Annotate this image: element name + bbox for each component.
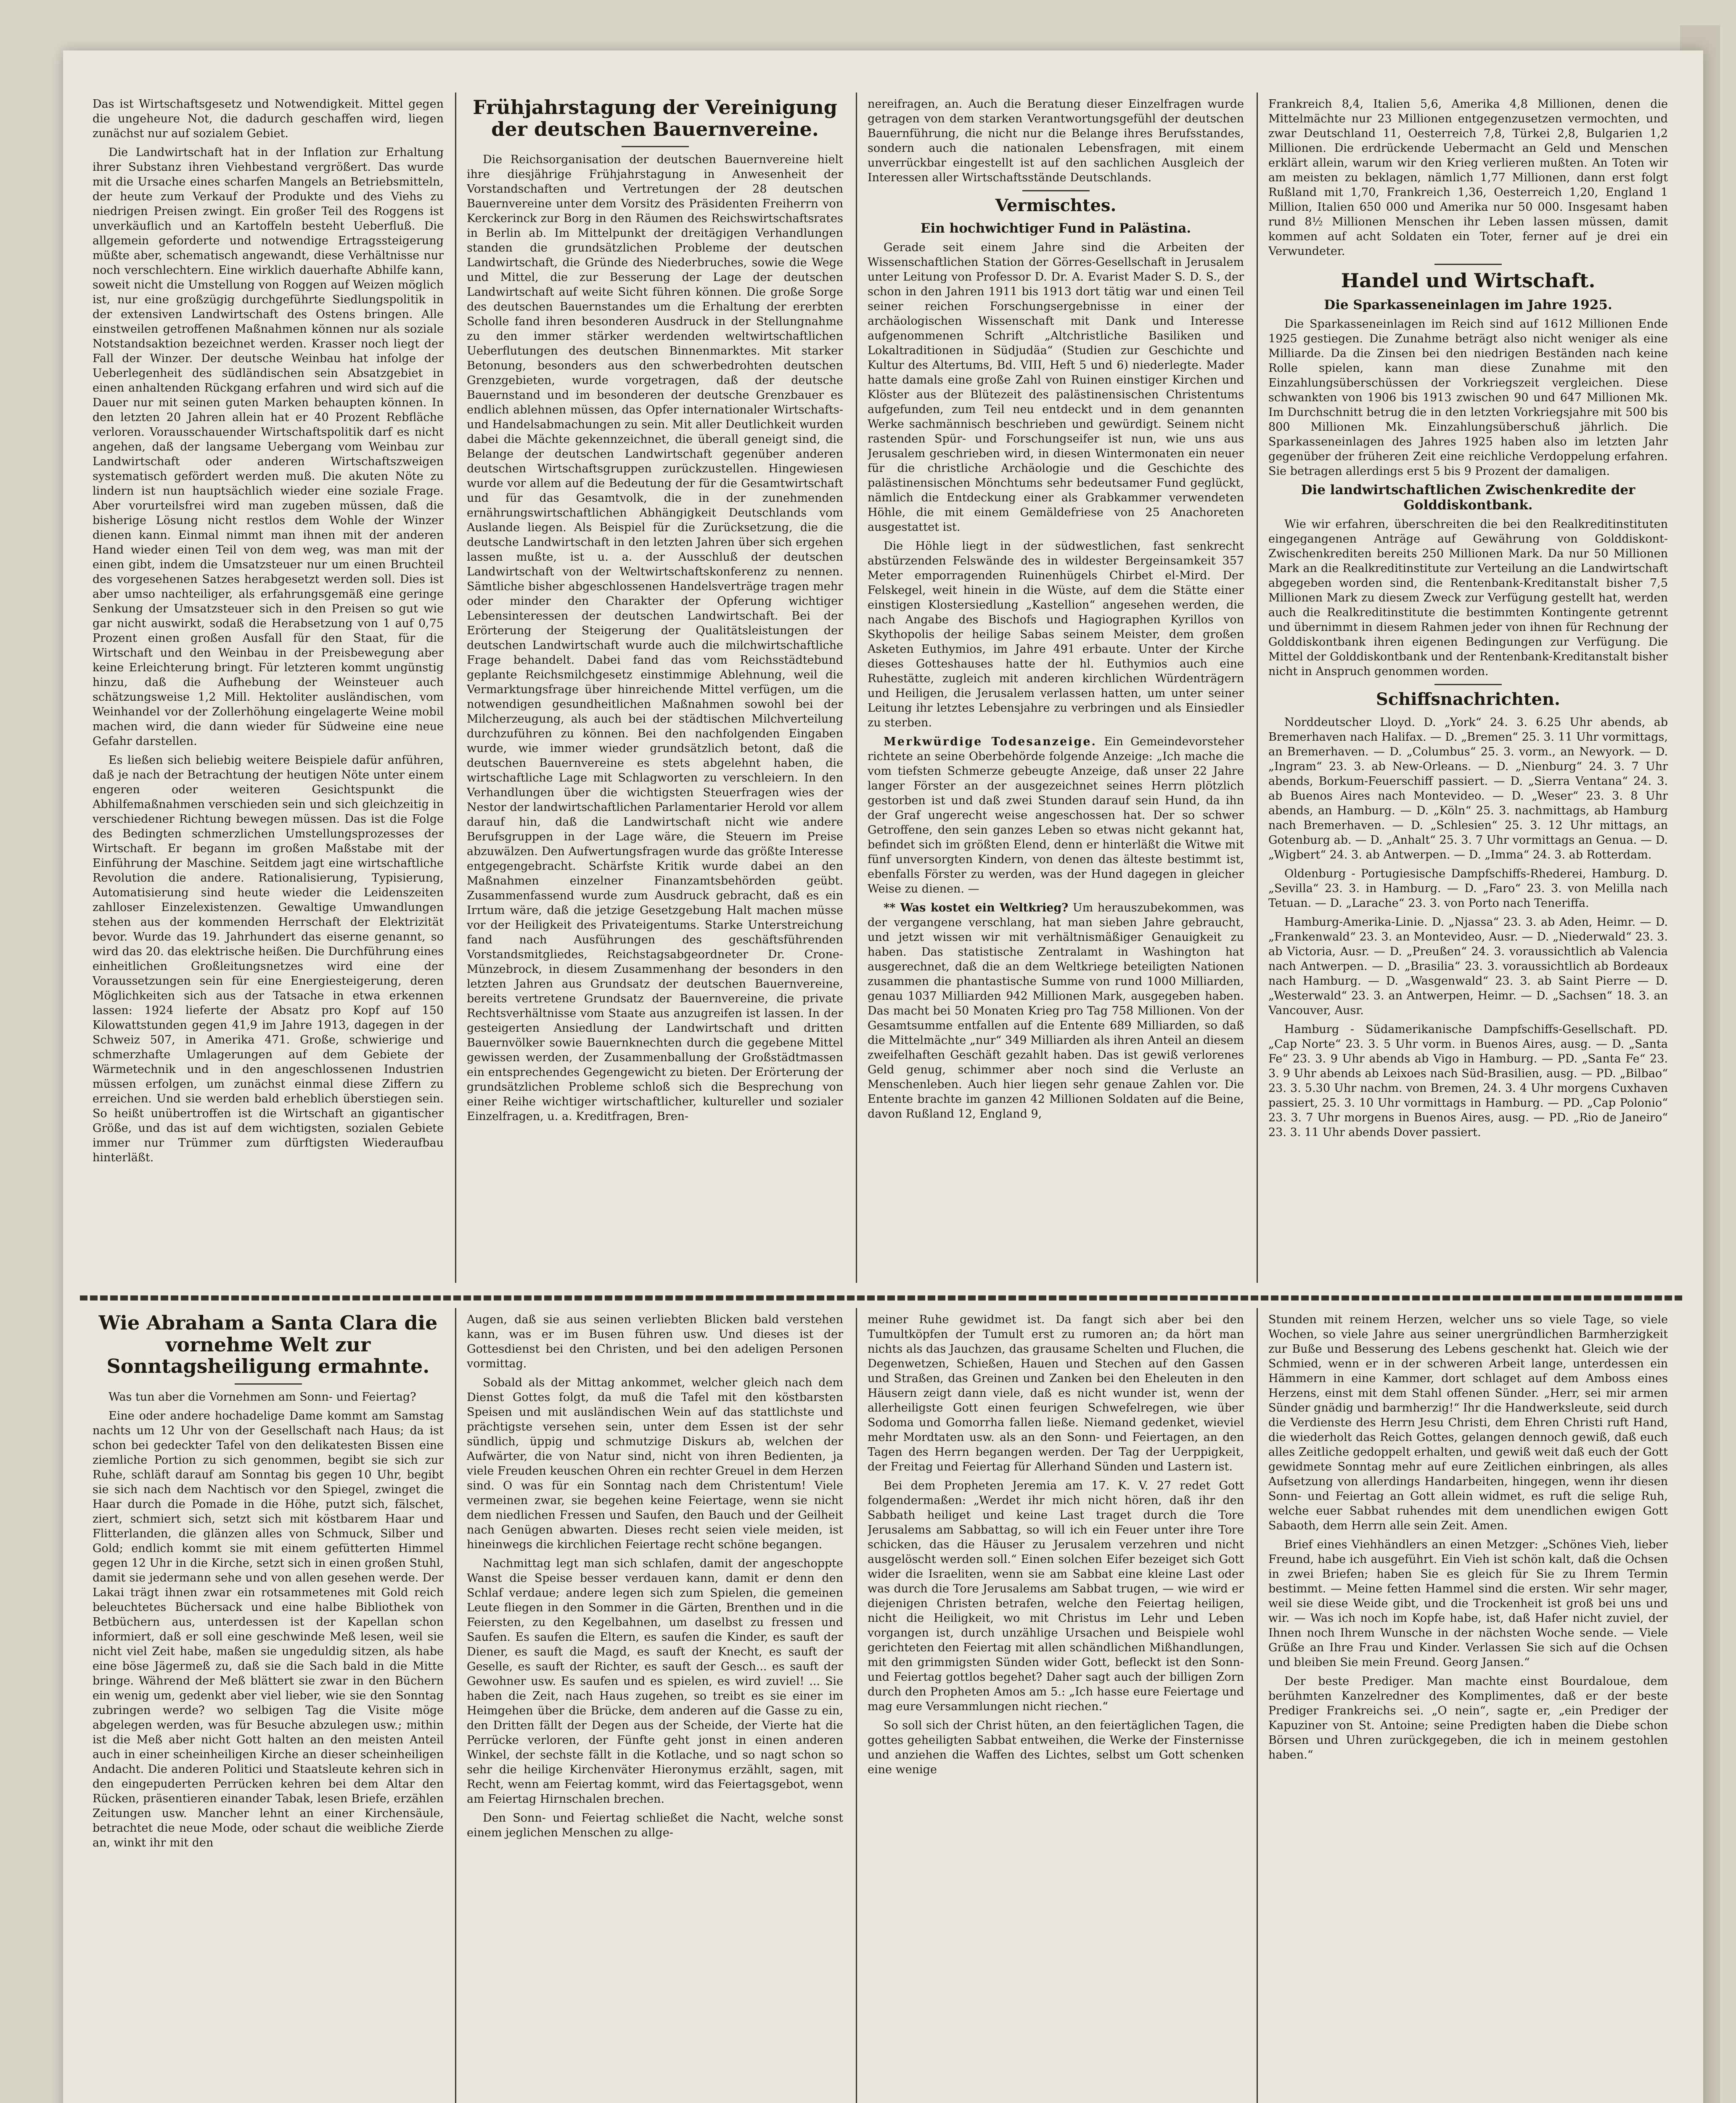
bottom-column-3 xyxy=(868,1312,1244,2103)
column-rule xyxy=(1257,1308,1258,2103)
article-subheading: Ein hochwichtiger Fund in Palästina. xyxy=(920,220,1191,236)
article-paragraph: Die Reichsorganisation der deutschen Bauernvereine hielt ihre diesjährige Frühjahrstagung in Anwesenheit der Vorstandschaften und Vertretungen der 28 deutschen Bauernvereine unter dem Vorsitz des Präsidenten Freiherrn von Kerckerinck zur Borg in den Räumen des Reichswirtschaftsrates in Berlin ab. Im Mittelpunkt der dreitägigen Verhandlungen standen die grundsätzlichen Probleme der deutschen Landwirtschaft, die Gründe des Niederbruches, sowie die Wege und Mittel, die zur Besserung der Lage der deutschen Landwirtschaft auf weite Sicht führen können. Die große Sorge des deutschen Bauernstandes um die Erhaltung der ererbten Scholle fand ihren besonderen Ausdruck in der Stellungnahme zu den immer stärker werdenden weltwirtschaftlichen Ueberflutungen des deutschen Binnenmarktes. Mit starker Betonung, besonders aus den schwerbedrohten deutschen Grenzgebieten, wurde vorgetragen, daß der deutsche Bauernstand und im besonderen der deutsche Grenzbauer es endlich ablehnen müssen, das Opfer internationaler Wirtschafts- und Handelsabmachungen zu sein. Mit aller Deutlichkeit wurden dabei die Mächte gekennzeichnet, die überall geneigt sind, die Belange der deutschen Landwirtschaft gegenüber anderen deutschen Wirtschaftsgruppen zurückzustellen. Hingewiesen wurde vor allem auf die Bedeutung der für die Gesamtwirtschaft und für das Gesamtvolk, die in der zunehmenden ernährungswirtschaftlichen Abhängigkeit Deutschlands vom Auslande liegen. Als Beispiel für die Zurücksetzung, die die deutsche Landwirtschaft in den letzten Jahren über sich ergehen lassen mußte, ist u. a. der Ausschluß der deutschen Landwirtschaft von der Weltwirtschaftskonferenz zu nennen. Sämtliche bisher abgeschlossenen Handelsverträge tragen mehr oder minder den Charakter der Opferung wichtiger Lebensinteressen der deutschen Landwirtschaft. Bei der Erörterung der Steigerung der Qualitätsleistungen der deutschen Landwirtschaft wurde auch die milchwirtschaftliche Frage behandelt. Dabei fand das vom Reichsstädtebund geplante Reichsmilchgesetz einstimmige Ablehnung, weil die Vermarktungsfrage über hinreichende Mittel verfügen, um die notwendigen gesundheitlichen Maßnahmen sowohl bei der Milcherzeugung, als auch bei der städtischen Milchverteilung durchzuführen zu können. Bei den nachfolgenden Eingaben wurde, wie immer wieder grundsätzlich betont, daß die deutschen Bauernvereine es stets abgelehnt haben, die wirtschaftliche Lage mit Schlagworten zu verschleiern. In den Verhandlungen über die wichtigsten Steuerfragen wies der Nestor der landwirtschaftlichen Parlamentarier Herold vor allem darauf hin, daß die Landwirtschaft nicht wie andere Berufsgruppen in der Lage wäre, die Steuern im Preise abzuwälzen. Den Aufwertungsfragen wurde das größte Interesse entgegengebracht. Schärfste Kritik wurde dabei an den Maßnahmen einzelner Finanzamtsbehörden geübt. Zusammenfassend wurde zum Ausdruck gebracht, daß es ein Irrtum wäre, daß die jetzige Gesetzgebung Halt machen müsse vor der Heiligkeit des Privateigentums. Starke Unterstreichung fand nach Ausführungen des geschäftsführenden Vorstandsmitgliedes, Reichstagsabgeordneter Dr. Crone-Münzebrock, in diesem Zusammenhang der besonders in den letzten Jahren aus Grundsatz der deutschen Bauernvereine, bereits vertretene Grundsatz der Bauernvereine, die private Rechtsverhältnisse vom Staate aus anzugreifen ist lassen. In der gesteigerten Ansiedlung der Landwirtschaft und dritten Bauernvölker sowie Bauernknechten durch die gegebene Mittel gewissen werden, der Zusammenballung der Großstädtmassen ein entsprechendes Gegengewicht zu bieten. Der Erörterung der grundsätzlichen Probleme schloß sich die Besprechung von einer Reihe wichtiger wirtschaftlicher, kultureller und sozialer Einzelfragen, u. a. Kreditfragen, Bren- xyxy=(467,153,843,1123)
bottom-column-4 xyxy=(1268,1312,1668,2103)
article-paragraph: Das ist Wirtschaftsgesetz und Notwendigkeit. Mittel gegen die ungeheure Not, die dadurch geschaffen wird, liegen zunächst nur auf sozialem Gebiet. xyxy=(93,98,444,140)
article-paragraph: nereifragen, an. Auch die Beratung dieser Einzelfragen wurde getragen von dem starken Verantwortungsgefühl der deutschen Bauernführung, die nicht nur die Belange ihres Berufsstandes, sondern auch die nationalen Lebensfragen, mit einem unverrückbar eingestellt ist auf den sachlichen Ausgleich der Interessen aller Wirtschaftsstände Deutschlands. xyxy=(868,98,1244,184)
section-rule xyxy=(1434,684,1502,685)
column-rule xyxy=(856,93,857,1283)
notice-heading: Merkwürdige Todesanzeige. xyxy=(884,735,1097,749)
article-paragraph: Sobald als der Mittag ankommet, welcher gleich nach dem Dienst Gottes folgt, da muß die Tafel mit den köstbarsten Speisen und mit ausländischen Wein auf das stattlichste und prächtigste versehen sein, unter dem Essen ist der sehr sündlich, üppig und schmutzige Diskurs ab, welchen der Aufwärter, die von Natur sind, nicht von ihren Bedienten, ja viele Freuden keuschen Ohren ein rechter Greuel in dem Herzen sind. O was für ein Sonntag nach dem Christentum! Viele vermeinen zwar, sie begehen keine Feiertage, wenn sie nicht dem niedlichen Fressen und Saufen, den Bauch und der Geilheit nach Genügen abwarten. Dieses recht seien viele meiden, ist hineinwegs die kirchlichen Feiertage recht schöne begangen. xyxy=(467,1376,843,1551)
notice-text: Ein Gemeindevorsteher richtete an seine Oberbehörde folgende Anzeige: „Ich mache die vom tiefsten Schmerze gebeugte Anzeige, daß unser 22 Jahre langer Förster an der ausgezeichnet seines Herrn plötzlich gestorben ist und daß zwei Stunden darauf sein Hund, da ihn der Graf ungerecht weise angeschossen hat. Der so schwer Getroffene, den sein ganzes Leben so etwas nicht gekannt hat, befindet sich im größten Elend, denn er hinterläßt die Witwe mit fünf unversorgten Kindern, von denen das älteste bestimmt ist, ebenfalls Förster zu werden, was der Hund dagegen in gleicher Weise zu dienen. — xyxy=(868,735,1244,896)
column-rule xyxy=(455,1308,456,2103)
article-paragraph: meiner Ruhe gewidmet ist. Da fangt sich aber bei den Tumultköpfen der Tumult erst zu rumoren an; da hört man nichts als das Jauchzen, das grausame Schelten und Fluchen, die Degenwetzen, Schießen, Hauen und Stechen auf den Gassen und Straßen, das Greinen und Zanken bei den Eheleuten in den Häusern zeigt dann viele, daß es nicht wunder ist, wenn der allerheiligste Gott einen feurigen Schwefelregen, wie über Sodoma und Gomorrha fallen ließe. Niemand gedenket, wieviel mehr Mordtaten usw. als an den Sonn- und Feiertagen, an den Tagen des Herrn begangen werden. Der Tag der Uerppigkeit, der Freitag und Feiertag für Allerhand Sünden und Lastern ist. xyxy=(868,1313,1244,1473)
article-subheading: Die Sparkasseneinlagen im Jahre 1925. xyxy=(1324,297,1612,313)
article-paragraph: Was tun aber die Vornehmen am Sonn- und Feiertag? xyxy=(108,1390,416,1404)
article-paragraph: Gerade seit einem Jahre sind die Arbeiten der Wissenschaftlichen Station der Görres-Gesellschaft in Jerusalem unter Leitung von Professor D. Dr. A. Evarist Mader S. D. S., der schon in den Jahren 1911 bis 1913 dort tätig war und einen Teil seiner reichen Forschungsergebnisse in einer der archäologischen Wissenschaft mit Dank und Interesse aufgenommenen Schrift „Altchristliche Basiliken und Lokaltraditionen in Südjudäa“ (Studien zur Geschichte und Kultur des Altertums, Bd. VIII, Heft 5 und 6) niederlegte. Mader hatte damals eine große Zahl von Ruinen einstiger Kirchen und Klöster aus der Blütezeit des palästinensischen Christentums aufgefunden, zum Teil neu entdeckt und in dem genannten Werke sachmännisch beschrieben und gewürdigt. Seinem nicht rastenden Spür- und Forschungseifer ist nun, wie uns aus Jerusalem geschrieben wird, in diesen Wintermonaten ein neuer für die christliche Archäologie und die Geschichte des palästinensischen Mönchtums sehr bedeutsamer Fund geglückt, nämlich die Entdeckung einer als Grabkammer verwendeten Höhle, die mit einem Gemäldefriese von 25 Anachoreten ausgestattet ist. xyxy=(868,241,1244,534)
ship-news-paragraph: Oldenburg - Portugiesische Dampfschiffs-Rhederei, Hamburg. D. „Sevilla“ 23. 3. in Hamburg. — D. „Faro“ 23. 3. von Melilla nach Tetuan. — D. „Larache“ 23. 3. von Porto nach Teneriffa. xyxy=(1268,867,1668,910)
column-rule xyxy=(856,1308,857,2103)
section-heading-vermischtes: Vermischtes. xyxy=(995,196,1117,215)
article-paragraph: So soll sich der Christ hüten, an den feiertäglichen Tagen, die gottes geheiligten Sabbat entweihen, die Werke der Finsternisse und anziehen die Waffen des Lichtes, selbst um Gott schenken eine wenige xyxy=(868,1719,1244,1776)
article-headline: Wie Abraham a Santa Clara die vornehme Welt zur Sonntagsheiligung ermahnte. xyxy=(98,1312,438,1378)
article-paragraph: Es ließen sich beliebig weitere Beispiele dafür anführen, daß je nach der Betrachtung der heutigen Nöte unter einem engeren oder weiteren Gesichtspunkt die Abhilfemaßnahmen verschieden sein und sich gleichzeitig in verschiedener Richtung bewegen müssen. Das ist die Folge des Bedingten schmerzlichen Umstellungsprozesses der Wirtschaft. Er begann im großen Maßstabe mit der Einführung der Maschine. Seitdem jagt eine wirtschaftliche Revolution die andere. Rationalisierung, Typisierung, Automatisierung sind heute wieder die Leidenszeiten zahlloser Einzelexistenzen. Gewaltige Umwandlungen stehen aus der kommenden Herrschaft der Elektrizität bevor. Wurde das 19. Jahrhundert das eiserne genannt, so wird das 20. das elektrische heißen. Die Durchführung eines einheitlichen Großleitungsnetzes wird eine der Voraussetzungen sein für eine Energiesteigerung, deren Möglichkeiten sich aus der Tatsache in etwa erkennen lassen: 1924 lieferte der Absatz pro Kopf auf 150 Kilowattstunden gegen 41,9 im Jahre 1913, dagegen in der Schweiz 507, in Amerika 471. Große, schwierige und schmerzhafte Umlagerungen auf dem Gebiete der Wärmetechnik und in den angeschlossenen Industrien müssen erfolgen, um zunächst einmal diese Ziffern zu erreichen. Und sie werden bald erheblich überstiegen sein. So heißt unübertroffen ist die Wirtschaft an gigantischer Größe, und das ist auf dem wichtigsten, sozialen Gebiete immer nur Trümmer zum dürftigsten Wiederaufbau hinterläßt. xyxy=(93,754,444,1164)
ship-news-paragraph: Norddeutscher Lloyd. D. „York“ 24. 3. 6.25 Uhr abends, ab Bremerhaven nach Halifax. — D. „Bremen“ 25. 3. 11 Uhr vormittags, an Bremerhaven. — D. „Columbus“ 25. 3. vorm., an Newyork. — D. „Ingram“ 23. 3. ab New-Orleans. — D. „Nienburg“ 24. 3. 7 Uhr abends, Borkum-Feuerschiff passiert. — D. „Sierra Ventana“ 24. 3. ab Buenos Aires nach Montevideo. — D. „Weser“ 23. 3. 8 Uhr abends, an Hamburg. — D. „Köln“ 25. 3. nachmittags, ab Hamburg nach Bremerhaven. — D. „Schlesien“ 25. 3. 12 Uhr mittags, an Gotenburg ab. — D. „Anhalt“ 25. 3. 7 Uhr vormittags an Genua. — D. „Wigbert“ 24. 3. ab Antwerpen. — D. „Imma“ 24. 3. ab Rotterdam. xyxy=(1268,716,1668,862)
headline-rule xyxy=(235,1383,302,1385)
article-paragraph: Den Sonn- und Feiertag schließet die Nacht, welche sonst einem jeglichen Menschen zu allge- xyxy=(467,1812,843,1839)
ship-news-paragraph: Hamburg-Amerika-Linie. D. „Njassa“ 23. 3. ab Aden, Heimr. — D. „Frankenwald“ 23. 3. an Montevideo, Ausr. — D. „Niederwald“ 23. 3. ab Victoria, Ausr. — D. „Preußen“ 24. 3. voraussichtlich ab Valencia nach Antwerpen. — D. „Brasilia“ 23. 3. voraussichtlich ab Bordeaux nach Hamburg. — D. „Wasgenwald“ 23. 3. ab Saint Pierre — D. „Westerwald“ 23. 3. an Antwerpen, Heimr. — D. „Sachsen“ 18. 3. an Vancouver, Ausr. xyxy=(1268,916,1668,1017)
article-paragraph: Bei dem Propheten Jeremia am 17. K. V. 27 redet Gott folgendermaßen: „Werdet ihr mich nicht hören, daß ihr den Sabbath heiliget und keine Last traget durch die Tore Jerusalems am Sabbattag, so will ich ein Feuer unter ihre Tore schicken, das die Häuser zu Jerusalem verzehren und nicht ausgelöscht werden soll.“ Einen solchen Eifer bezeiget sich Gott wider die Israeliten, wenn sie am Sabbat eine kleine Last oder was durch die Tore Jerusalems am Sabbat trugen, — wie wird er diejenigen Christen betrafen, welche den Feiertag heiligen, nicht die Heiligkeit, wo mit Christus im Lehr und Leben vorgangen ist, durch unzählige Ursachen und Beispiele wohl gerichteten den Feiertag mit allen schändlichen Mißhandlungen, mit den grimmigsten Sünden wider Gott, befleckt ist den Sonn- und Feiertag gottlos begehet? Daher sagt auch der billigen Zorn durch den Propheten Amos am 5.: „Ich hasse eure Feiertage und mag eure Versammlungen nicht riechen.“ xyxy=(868,1479,1244,1713)
bottom-column-1 xyxy=(93,1312,444,2103)
article-paragraph: Stunden mit reinem Herzen, welcher uns so viele Tage, so viele Wochen, so viele Jahre aus seiner unergründlichen Barmherzigkeit zur Buße und Besserung des Lebens geschenkt hat. Gleich wie der Schmied, wenn er in der schweren Arbeit lange, unterdessen ein Hämmern in eine Kammer, dort schlaget auf dem Amboss eines Herzens, einst mit dem Stahl offenen Sünder. „Herr, sei mir armen Sünder gnädig und barmherzig!“ Ihr die Handwerksleute, seid durch die Verdienste des Herrn Jesu Christi, dem Ehren Christi ruft Hand, die wiederholt das Reich Gottes, gelangen dennoch gewiß, daß euch alles Zeitliche gedoppelt erhalten, und gewiß weit daß euch der Gott gewidmete Sonntag mehr auf eure Zeitlichen einbringen, als alles Aufsetzung von allerdings Handarbeiten, hingegen, wenn ihr diesen Sonn- und Feiertag an Gott allein widmet, es ruft die selige Ruh, welche euer Sabbat ruhendes mit dem unendlichen ewigen Gott Sabaoth, dem Herrn alle sein Zeit. Amen. xyxy=(1268,1313,1668,1532)
bottom-column-2 xyxy=(467,1312,843,2103)
article-paragraph: Nachmittag legt man sich schlafen, damit der angeschoppte Wanst die Speise besser verdauen kann, damit er denn den Schlaf verdaue; andere legen sich zum Spielen, die gemeinen Leute fliegen in den Sommer in die Gärten, Brenthen und in die Feiersten, zu den Kegelbahnen, um daselbst zu fressen und Saufen. Es saufen die Eltern, es saufen die Kinder, es sauft der Diener, es sauft die Magd, es sauft der Knecht, es sauft der Geselle, es sauft der Richter, es sauft der Gesch... es sauft der Gewohner usw. Es saufen und es spielen, es wird zuviel! ... Sie haben die Zeit, nach Haus zugehen, so treibt es sie einer im Heimgehen über die Brücke, dem anderen auf die Gasse zu ein, den Dritten fällt der Degen aus der Scheide, der Vierte hat die Perrücke verloren, der Fünfte geht jonst in einen anderen Winkel, der sechste fällt in die Kotlache, und so nagt schon so sehr die heilige Kirchenväter Hieronymus erzählt, sagen, mit Recht, wenn am Feiertag kommt, wird das Feiertagsgebot, wenn am Feiertag Hirnschalen brechen. xyxy=(467,1557,843,1806)
section-rule xyxy=(1022,190,1090,191)
article-headline: Frühjahrstagung der Vereinigung der deutschen Bauernvereine. xyxy=(473,97,837,140)
top-column-4 xyxy=(1268,97,1668,1287)
war-heading: ** Was kostet ein Weltkrieg? xyxy=(884,901,1069,915)
article-subheading: Die landwirtschaftlichen Zwischenkredite der Golddiskontbank. xyxy=(1301,482,1635,513)
article-paragraph: Wie wir erfahren, überschreiten die bei den Realkreditinstituten eingegangenen Anträge auf Gewährung von Golddiskont-Zwischenkrediten bereits 250 Millionen Mark. Da nur 50 Millionen Mark an die Realkreditinstitute zur Verteilung an die Landwirtschaft abgegeben worden sind, die Rentenbank-Kreditanstalt bisher 7,5 Millionen Mark zu diesem Zweck zur Verfügung gestellt hat, werden auch die Realkreditinstitute die bestimmten Kontingente getrennt und übernimmt in diesem Rahmen jeder von ihnen für Rechnung der Golddiskontbank ihren eigenen Bedingungen zur Verfügung. Die Mittel der Golddiskontbank und der Rentenbank-Kreditanstalt bisher nicht in Anspruch genommen worden. xyxy=(1268,518,1668,678)
article-paragraph: Die Sparkasseneinlagen im Reich sind auf 1612 Millionen Ende 1925 gestiegen. Die Zunahme beträgt also nicht weniger als eine Milliarde. Da die Zinsen bei den niedrigen Beständen nach keine Rolle spielen, kann man diese Zunahme mit den Einzahlungsüberschüssen der Vorkriegszeit vergleichen. Diese schwankten von 1906 bis 1913 zwischen 90 und 647 Millionen Mk. Im Durchschnitt betrug die in den letzten Vorkriegsjahre mit 500 bis 800 Millionen Mk. Einzahlungsüberschuß jährlich. Die Sparkasseneinlagen des Jahres 1925 haben also im letzten Jahr gegenüber der früheren Zeit eine reichliche Verdoppelung erfahren. Sie betragen allerdings erst 5 bis 9 Prozent der damaligen. xyxy=(1268,318,1668,478)
article-paragraph: Frankreich 8,4, Italien 5,6, Amerika 4,8 Millionen, denen die Mittelmächte nur 23 Millionen entgegenzusetzen vermochten, und zwar Deutschland 11, Oesterreich 7,8, Türkei 2,8, Bulgarien 1,2 Millionen. Die erdrückende Uebermacht an Geld und Menschen erklärt allein, warum wir den Krieg verlieren mußten. An Toten wir am meisten zu beklagen, nämlich 1,77 Millionen, dann erst folgt Rußland mit 1,70, Frankreich 1,36, Oesterreich 1,20, England 1 Million, Italien 650 000 und Amerika nur 50 000. Insgesamt haben rund 8½ Millionen Menschen ihr Leben lassen müssen, damit kommen auf acht Soldaten ein Toter, ferner auf je drei ein Verwundeter. xyxy=(1268,98,1668,258)
top-column-3 xyxy=(868,97,1244,1287)
top-column-2 xyxy=(467,97,843,1287)
newspaper-page xyxy=(63,50,1703,2103)
section-heading-handel: Handel und Wirtschaft. xyxy=(1341,269,1596,292)
article-paragraph: Augen, daß sie aus seinen verliebten Blicken bald verstehen kann, was er im Busen führen usw. Und dieses ist der Gottesdienst bei den Christen, und bei den adeligen Personen vormittag. xyxy=(467,1313,843,1370)
section-divider xyxy=(80,1295,1682,1300)
ship-news-paragraph: Hamburg - Südamerikanische Dampfschiffs-Gesellschaft. PD. „Cap Norte“ 23. 3. 5 Uhr vorm. in Buenos Aires, ausg. — D. „Santa Fe“ 23. 3. 9 Uhr abends ab Vigo in Hamburg. — PD. „Santa Fe“ 23. 3. 9 Uhr abends ab Leixoes nach Süd-Brasilien, ausg. — PD. „Bilbao“ 23. 3. 5.30 Uhr nachm. von Bremen, 24. 3. 4 Uhr morgens Cuxhaven passiert, 25. 3. 10 Uhr vormittags in Hamburg. — PD. „Cap Polonio“ 23. 3. 7 Uhr morgens in Buenos Aires, ausg. — PD. „Rio de Janeiro“ 23. 3. 11 Uhr abends Dover passiert. xyxy=(1268,1023,1668,1139)
top-column-1 xyxy=(93,97,444,1287)
article-paragraph: Brief eines Viehhändlers an einen Metzger: „Schönes Vieh, lieber Freund, habe ich ausgeführt. Ein Vieh ist schön kalt, daß die Ochsen in zwei Briefen; haben Sie es gleich für Sie zu Ihrem Termin bestimmt. — Meine fetten Hammel sind die ersten. Wir sehr mager, weil sie diese Weide gibt, und die Trockenheit ist groß bei uns und wir. — Was ich noch im Kopfe habe, ist, daß Hafer nicht zuviel, der Ihnen noch Ihrem Wunsche in der nächsten Woche sende. — Viele Grüße an Ihre Frau und Kinder. Verlassen Sie sich auf die Ochsen und bleiben Sie mein Freund. Georg Jansen.“ xyxy=(1268,1538,1668,1669)
article-paragraph: Die Landwirtschaft hat in der Inflation zur Erhaltung ihrer Substanz ihren Viehbestand vergrößert. Das wurde mit die Ursache eines scharfen Mangels an Betriebsmitteln, der heute zum Verkauf der Produkte und des Viehs zu niedrigen Preisen zwingt. Ein großer Teil des Roggens ist unverkäuflich und an Kartoffeln besteht Ueberfluß. Die allgemein geforderte und notwendige Ertragssteigerung müßte aber, schematisch angewandt, diese Verhältnisse nur noch verschlechtern. Eine wirklich dauerhafte Abhilfe kann, soweit nicht die Umstellung von Roggen auf Weizen möglich ist, nur eine großzügig durchgeführte Siedlungspolitik in der extensiven Landwirtschaft des Ostens bringen. Alle einstweilen getroffenen Maßnahmen können nur als soziale Notstandsaktion bezeichnet werden. Krasser noch liegt der Fall der Winzer. Der deutsche Weinbau hat infolge der Ueberlegenheit des südländischen sein Absatzgebiet in einen anhaltenden Rückgang erfahren und wird sich auf die Dauer nur mit seinen guten Marken behaupten können. In den letzten 20 Jahren allein hat er 40 Prozent Rebfläche verloren. Vorausschauender Wirtschaftspolitik darf es nicht angehen, daß der langsame Uebergang vom Weinbau zur Landwirtschaft oder anderen Wirtschaftszweigen systematisch gefördert werden muß. Die akuten Nöte zu lindern ist nun hauptsächlich wieder eine soziale Frage. Aber vorurteilsfrei wird man zugeben müssen, daß die bisherige Lösung nicht restlos dem Wohle der Winzer dienen kann. Einmal nimmt man ihnen mit der anderen Hand wieder einen Teil von dem weg, was man mit der einen gibt, indem die Umsatzsteuer nur um einen Bruchteil des vorgesehenen Satzes herabgesetzt werden soll. Dies ist aber umso nachteiliger, als erfahrungsgemäß eine geringe Senkung der Umsatzsteuer sich in den Preisen so gut wie gar nicht auswirkt, sodaß die Herabsetzung von 1 auf 0,75 Prozent einen großen Ausfall für den Staat, für die Wirtschaft und den Weinbau in der Preisbewegung aber keine Erleichterung bringt. Für letzteren kommt ungünstig hinzu, daß die Aufhebung der Weinsteuer auch schätzungsweise 1,2 Mill. Hektoliter ausländischen, vom Weinhandel vor der Zollerhöhung eingelagerte Weine mobil machen wird, die dann wieder für Südweine eine neue Gefahr darstellen. xyxy=(93,146,444,748)
article-paragraph: Der beste Prediger. Man machte einst Bourdaloue, dem berühmten Kanzelredner des Komplimentes, daß er der beste Prediger Frankreichs sei. „O nein“, sagte er, „ein Prediger der Kapuziner von St. Antoine; seine Predigten haben die Diebe schon Börsen und Uhren zurückgegeben, die ich in meinem gestohlen haben.“ xyxy=(1268,1675,1668,1761)
section-heading-schiffsnachrichten: Schiffsnachrichten. xyxy=(1376,689,1560,710)
article-paragraph: Eine oder andere hochadelige Dame kommt am Samstag nachts um 12 Uhr von der Gesellschaft nach Haus; da ist schon bei gedeckter Tafel von den delikatesten Bissen eine ziemliche Portion zu sich genommen, begibt sie sich zur Ruhe, schläft darauf am Sonntag bis gegen 10 Uhr, begibt sie sich nach dem Nachtisch vor den Spiegel, zwinget die Haar durch die Pomade in die Höhe, putzt sich, fälschet, ziert, schmiert sich, setzt sich mit köstbarem Haar und Flitterlanden, die glänzen alles von Schmuck, Silber und Gold; endlich kommt sie mit einem gefütterten Himmel gegen 12 Uhr in die Kirche, setzt sich in einen großen Stuhl, damit sie jedermann sehe und von allen gesehen werde. Der Lakai trägt ihnen zwar ein rotsammetenes mit Gold reich beleuchtetes Büchersack und eine halbe Bibliothek von Betbüchern aus, unterdessen ist der Kapellan schon informiert, daß er soll eine geschwinde Meß lesen, weil sie nicht viel Zeit habe, maßen sie ungeduldig sitzen, als habe eine böse Jägermeß zu, daß sie die Sach bald in die Mitte bringe. Während der Meß blättert sie zwar in den Büchern ein wenig um, gedenkt aber viel lieber, wie sie den Sonntag zubringen werde? wo selbigen Tag die Visite möge abgelegen werden, was für Besuche abzulegen usw.; mithin ist die Meß aber nicht Gott halten an den meisten Anteil auch in einer scheinheiligen Kirche an dieser scheinheiligen Andacht. Die anderen Politici und Staatsleute kehren sich in den eingepuderten Perrücken kehren bei dem Altar den Rücken, präsentieren einander Tabak, lesen Briefe, erzählen Zeitungen usw. Mancher lehnt an einer Kirchensäule, betrachtet die neue Mode, oder schaut die weibliche Zierde an, winkt ihr mit den xyxy=(93,1409,444,1849)
section-rule xyxy=(1434,264,1502,265)
column-rule xyxy=(1257,93,1258,1283)
column-rule xyxy=(455,93,456,1283)
article-paragraph: Die Höhle liegt in der südwestlichen, fast senkrecht abstürzenden Felswände des in wildester Bergeinsamkeit 357 Meter emporragenden Ruinenhügels Chirbet el-Mird. Der Felskegel, weit hinein in die Wüste, auf dem die Stätte einer einstigen Klostersiedlung „Kastellion“ angesehen werden, die nach Angabe des Bischofs und Hagiographen Kyrillos von Skythopolis der heilige Sabas seinem Meister, dem großen Asketen Euthymios, im Jahre 491 erbaute. Unter der Kirche dieses Gotteshauses hatte der hl. Euthymios auch eine Ruhestätte, zugleich mit anderen kirchlichen Würdenträgern und Heiligen, die Jerusalem verlassen hatten, um unter seiner Leitung ihr letztes Lebensjahre zu verbringen und als Einsiedler zu sterben. xyxy=(868,540,1244,730)
war-text: Um herauszubekommen, was der vergangene verschlang, hat man sieben Jahre gebraucht, und jetzt wissen wir mit verhältnismäßiger Genauigkeit zu haben. Das statistische Zentralamt in Washington hat ausgerechnet, daß die an dem Weltkriege beteiligten Nationen zusammen die phantastische Summe von rund 1000 Milliarden, genau 1037 Milliarden 942 Millionen Mark, ausgegeben haben. Das macht bei 50 Monaten Krieg pro Tag 758 Millionen. Von der Gesamtsumme entfallen auf die Entente 689 Milliarden, so daß die Mittelmächte „nur“ 349 Milliarden als ihren Anteil an diesem zweifelhaften Geschäft gezahlt haben. Das ist gewiß verlorenes Geld genug, schimmer aber noch sind die Verluste an Menschenleben. Auch hier liegen sehr genaue Zahlen vor. Die Entente brachte im ganzen 42 Millionen Soldaten auf die Beine, davon Rußland 12, England 9, xyxy=(868,901,1244,1121)
headline-rule xyxy=(622,146,689,147)
